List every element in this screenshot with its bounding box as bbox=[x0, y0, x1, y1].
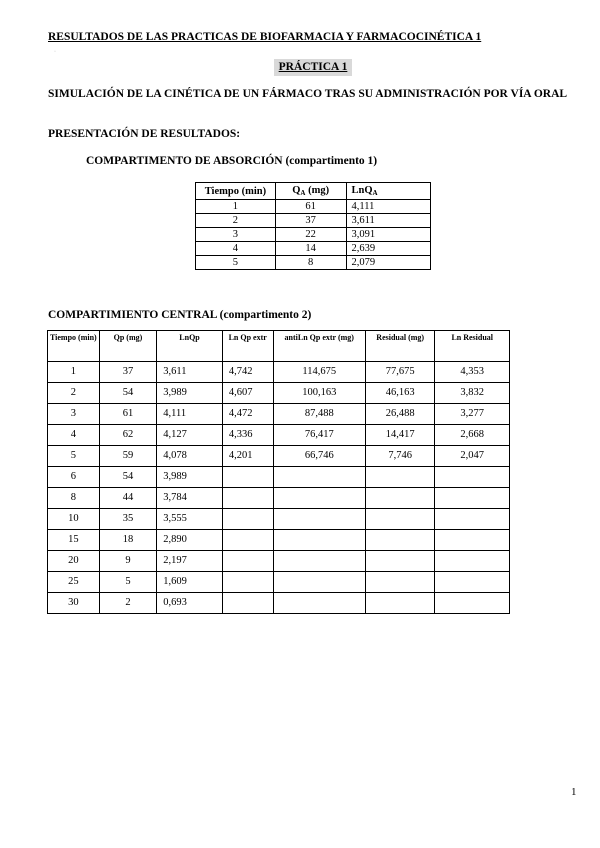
table-cell: 3,784 bbox=[157, 488, 223, 509]
table-cell bbox=[365, 488, 435, 509]
table-cell: 3,277 bbox=[435, 404, 510, 425]
table-row bbox=[48, 404, 510, 425]
table-cell: 20 bbox=[48, 551, 100, 572]
table-row bbox=[196, 214, 431, 228]
table-cell: 3,832 bbox=[435, 383, 510, 404]
table-row bbox=[48, 362, 510, 383]
table-row bbox=[48, 572, 510, 593]
table-cell: 14,417 bbox=[365, 425, 435, 446]
table-cell: 3 bbox=[48, 404, 100, 425]
table-cell: 3 bbox=[196, 228, 276, 242]
table-cell: 66,746 bbox=[273, 446, 365, 467]
table-cell: 10 bbox=[48, 509, 100, 530]
table-cell bbox=[435, 509, 510, 530]
absorption-table bbox=[195, 182, 431, 270]
table-cell bbox=[435, 551, 510, 572]
table-cell: 87,488 bbox=[273, 404, 365, 425]
table-cell: 100,163 bbox=[273, 383, 365, 404]
table-cell bbox=[273, 530, 365, 551]
table-cell bbox=[435, 530, 510, 551]
table-row bbox=[48, 467, 510, 488]
table-cell: 2 bbox=[196, 214, 276, 228]
col-header-tiempo: Tiempo (min) bbox=[48, 331, 100, 362]
table-cell: 1,609 bbox=[157, 572, 223, 593]
table-cell: 61 bbox=[275, 200, 346, 214]
table-cell bbox=[222, 488, 273, 509]
table-cell: 1 bbox=[196, 200, 276, 214]
table-row bbox=[48, 488, 510, 509]
table-cell: 114,675 bbox=[273, 362, 365, 383]
table-cell: 2,079 bbox=[346, 256, 431, 270]
table-row bbox=[196, 228, 431, 242]
table-cell: 77,675 bbox=[365, 362, 435, 383]
table-cell: 4,472 bbox=[222, 404, 273, 425]
table-cell: 15 bbox=[48, 530, 100, 551]
table-cell: 0,693 bbox=[157, 593, 223, 614]
simulation-title: SIMULACIÓN DE LA CINÉTICA DE UN FÁRMACO TRAS SU ADMINISTRACIÓN POR VÍA ORAL bbox=[48, 88, 568, 100]
table-cell: 6 bbox=[48, 467, 100, 488]
absorption-title: COMPARTIMENTO DE ABSORCIÓN (compartimento 1) bbox=[86, 155, 378, 167]
table-cell bbox=[365, 509, 435, 530]
col-header-lnqp-extr: Ln Qp extr bbox=[222, 331, 273, 362]
col-header-qa: $Q_A$ (mg) bbox=[275, 183, 346, 200]
table-cell bbox=[222, 551, 273, 572]
table-cell bbox=[222, 509, 273, 530]
table-cell: 25 bbox=[48, 572, 100, 593]
table-cell: 44 bbox=[99, 488, 157, 509]
table-cell: 54 bbox=[99, 467, 157, 488]
table-cell bbox=[273, 509, 365, 530]
table-header-row bbox=[196, 183, 431, 200]
table-cell: 76,417 bbox=[273, 425, 365, 446]
table-cell: 30 bbox=[48, 593, 100, 614]
table-cell: 5 bbox=[99, 572, 157, 593]
table-cell bbox=[273, 467, 365, 488]
table-cell bbox=[273, 488, 365, 509]
table-cell: 3,611 bbox=[346, 214, 431, 228]
table-cell: 14 bbox=[275, 242, 346, 256]
table-cell: 4,336 bbox=[222, 425, 273, 446]
table-row bbox=[48, 383, 510, 404]
col-header-time: Tiempo (min) bbox=[196, 183, 276, 200]
table-cell: 2,197 bbox=[157, 551, 223, 572]
table-cell: 61 bbox=[99, 404, 157, 425]
table-cell: 54 bbox=[99, 383, 157, 404]
table-row bbox=[48, 446, 510, 467]
page-number: 1 bbox=[571, 786, 577, 798]
table-cell: 4,201 bbox=[222, 446, 273, 467]
table-cell: 46,163 bbox=[365, 383, 435, 404]
table-cell: 37 bbox=[99, 362, 157, 383]
table-cell: 2,047 bbox=[435, 446, 510, 467]
table-cell bbox=[273, 572, 365, 593]
table-row bbox=[48, 509, 510, 530]
practica-heading: PRÁCTICA 1 bbox=[274, 59, 352, 76]
table-cell: 4,111 bbox=[346, 200, 431, 214]
table-cell bbox=[222, 467, 273, 488]
table-cell bbox=[222, 593, 273, 614]
dot-mark: · bbox=[54, 49, 56, 55]
col-header-ln-residual: Ln Residual bbox=[435, 331, 510, 362]
table-cell: 9 bbox=[99, 551, 157, 572]
table-cell: 4,078 bbox=[157, 446, 223, 467]
table-cell: 4 bbox=[48, 425, 100, 446]
table-cell: 7,746 bbox=[365, 446, 435, 467]
table-cell: 4 bbox=[196, 242, 276, 256]
table-cell: 3,555 bbox=[157, 509, 223, 530]
table-cell: 3,989 bbox=[157, 383, 223, 404]
table-cell bbox=[365, 530, 435, 551]
table-row bbox=[196, 242, 431, 256]
table-cell: 3,611 bbox=[157, 362, 223, 383]
table-cell bbox=[435, 488, 510, 509]
table-cell: 8 bbox=[275, 256, 346, 270]
table-cell: 22 bbox=[275, 228, 346, 242]
table-cell bbox=[435, 572, 510, 593]
table-cell: 5 bbox=[196, 256, 276, 270]
presentation-heading: PRESENTACIÓN DE RESULTADOS: bbox=[48, 128, 241, 140]
table-cell: 4,607 bbox=[222, 383, 273, 404]
table-row bbox=[48, 425, 510, 446]
table-cell: 2,639 bbox=[346, 242, 431, 256]
table-row bbox=[196, 256, 431, 270]
table-cell: 62 bbox=[99, 425, 157, 446]
table-header-row bbox=[48, 331, 510, 362]
table-cell bbox=[222, 530, 273, 551]
table-cell: 4,111 bbox=[157, 404, 223, 425]
col-header-qp: Qp (mg) bbox=[99, 331, 157, 362]
table-cell: 35 bbox=[99, 509, 157, 530]
table-cell: 3,989 bbox=[157, 467, 223, 488]
table-cell: 26,488 bbox=[365, 404, 435, 425]
table-row bbox=[196, 200, 431, 214]
table-cell: 2 bbox=[99, 593, 157, 614]
col-header-antiln-qp-extr: antiLn Qp extr (mg) bbox=[273, 331, 365, 362]
table-cell bbox=[273, 551, 365, 572]
table-cell: 18 bbox=[99, 530, 157, 551]
table-cell bbox=[273, 593, 365, 614]
table-cell bbox=[365, 593, 435, 614]
table-cell: 4,127 bbox=[157, 425, 223, 446]
table-row bbox=[48, 530, 510, 551]
table-cell: 37 bbox=[275, 214, 346, 228]
table-row bbox=[48, 593, 510, 614]
table-cell bbox=[365, 551, 435, 572]
table-cell bbox=[365, 572, 435, 593]
table-cell: 5 bbox=[48, 446, 100, 467]
table-cell bbox=[435, 593, 510, 614]
document-title: RESULTADOS DE LAS PRACTICAS DE BIOFARMACIA Y FARMACOCINÉTICA 1 bbox=[48, 31, 482, 43]
table-cell: 1 bbox=[48, 362, 100, 383]
table-cell: 4,742 bbox=[222, 362, 273, 383]
table-cell: 2,890 bbox=[157, 530, 223, 551]
table-cell: 2 bbox=[48, 383, 100, 404]
central-table bbox=[47, 330, 510, 614]
table-cell: 8 bbox=[48, 488, 100, 509]
col-header-residual: Residual (mg) bbox=[365, 331, 435, 362]
col-header-lnqp: LnQp bbox=[157, 331, 223, 362]
table-cell bbox=[222, 572, 273, 593]
table-cell bbox=[435, 467, 510, 488]
table-row bbox=[48, 551, 510, 572]
table-cell: 59 bbox=[99, 446, 157, 467]
table-cell: 2,668 bbox=[435, 425, 510, 446]
col-header-lnqa: LnQ$_A$ bbox=[346, 183, 431, 200]
central-title: COMPARTIMIENTO CENTRAL (compartimento 2) bbox=[48, 309, 312, 321]
table-cell: 3,091 bbox=[346, 228, 431, 242]
table-cell: 4,353 bbox=[435, 362, 510, 383]
table-cell bbox=[365, 467, 435, 488]
